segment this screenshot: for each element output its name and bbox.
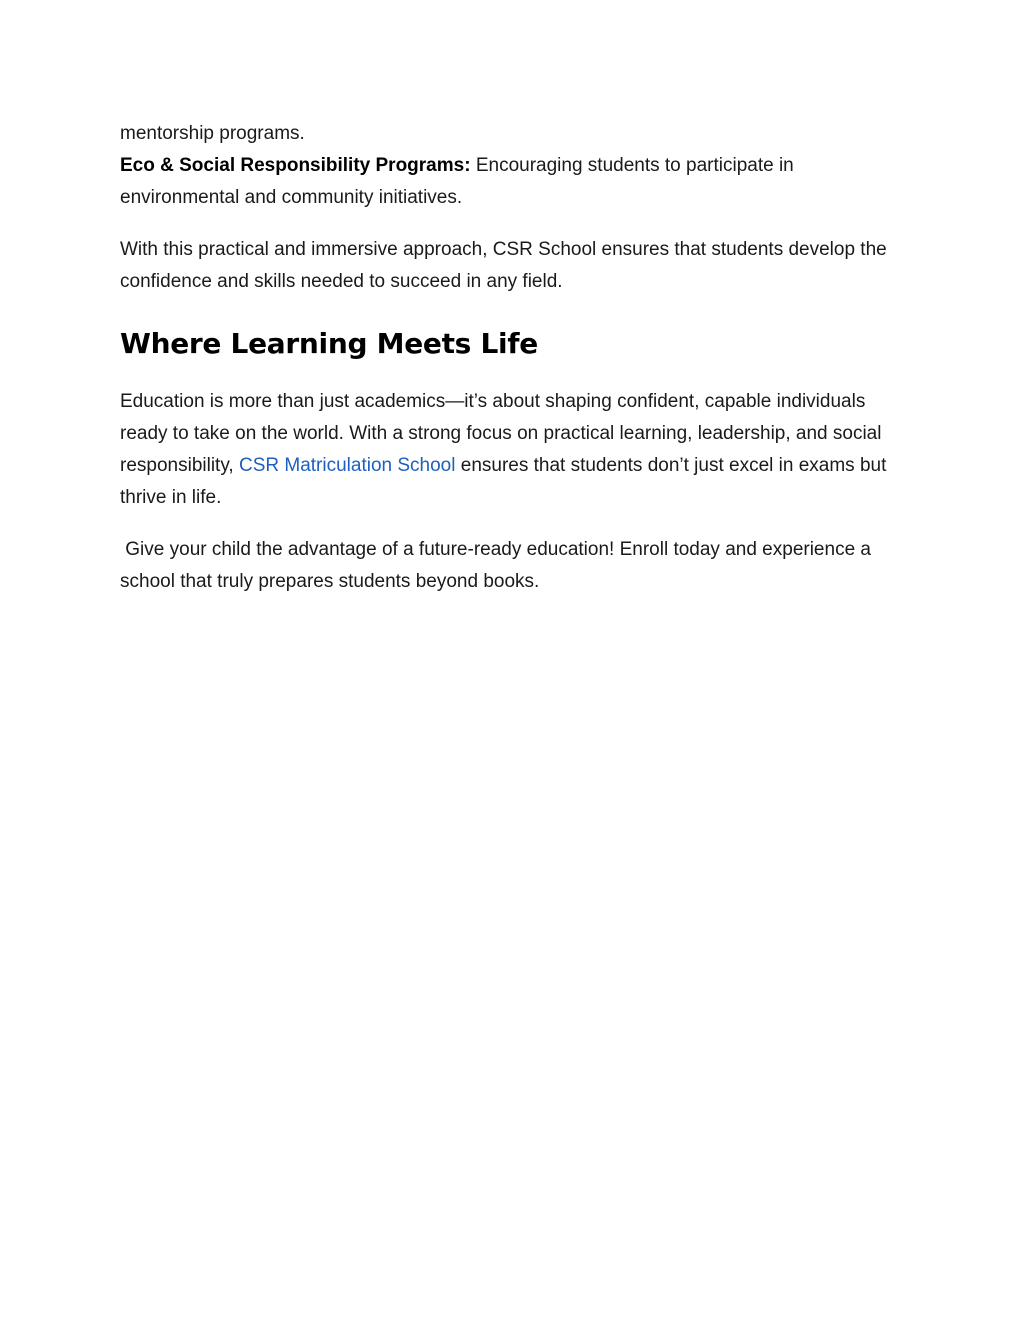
education-text-after: ensures that students don’t just excel in exams but thrive in life. (120, 455, 887, 508)
section-heading: Where Learning Meets Life (120, 327, 538, 360)
school-link[interactable]: CSR Matriculation School (238, 455, 456, 476)
eco-programs-label: Eco & Social Responsibility Programs: (120, 155, 471, 176)
education-text-before: Education is more than just academics—it’s about shaping confident, capable individuals ready to take on the world. With a strong focus on practical learning, leadership, and social responsibility, (120, 391, 882, 476)
mentorship-line: mentorship programs. (120, 123, 305, 144)
mentorship-text (120, 118, 905, 214)
eco-programs-text: Encouraging students to participate in environmental and community initiatives. (120, 155, 794, 208)
education-paragraph (120, 386, 905, 514)
approach-paragraph: With this practical and immersive approach, CSR School ensures that students develop the confidence and skills needed to succeed in any field. (120, 239, 887, 292)
enroll-paragraph: Give your child the advantage of a future-ready education! Enroll today and experience a school that truly prepares students beyond books. (120, 539, 877, 592)
document-page (120, 118, 905, 598)
